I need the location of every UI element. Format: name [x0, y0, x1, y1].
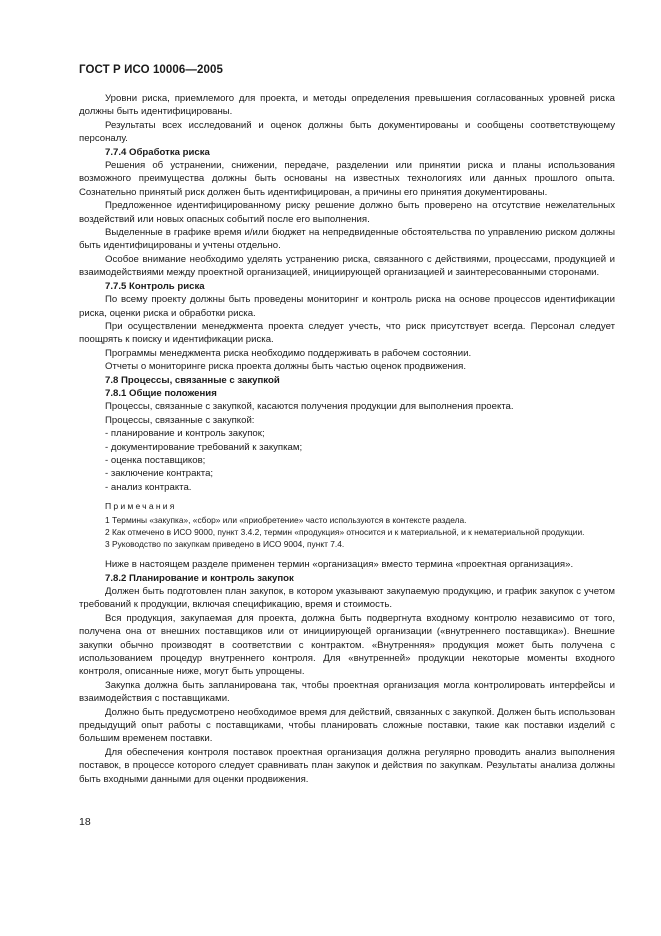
section-heading: 7.7.4 Обработка риска: [105, 146, 210, 158]
list-item: - анализ контракта.: [105, 481, 192, 493]
list-item: - планирование и контроль закупок;: [105, 428, 265, 440]
paragraph: Вся продукция, закупаемая для проекта, должна быть подвергнута входному контролю независимо от того, получена она от внешних поставщиков или от инициирующей организации («внутреннего поставщика»). Внешние закупки обычно производят в соответствии с контрактом. «Внутренняя» продукция может быть получена с использованием процедур внутреннего контроля. Для «внутренней» продукции некоторые моменты входного контроля, описанные ниже, могут быть упрощены.: [79, 612, 615, 678]
notes-title: Примечания: [105, 501, 177, 512]
paragraph: Результаты всех исследований и оценок должны быть документированы и сообщены соответствующему персоналу.: [79, 119, 615, 145]
paragraph: Программы менеджмента риска необходимо поддерживать в рабочем состоянии.: [105, 347, 472, 359]
document-header: ГОСТ Р ИСО 10006—2005: [79, 64, 224, 76]
section-heading: 7.8.1 Общие положения: [105, 387, 217, 399]
paragraph: По всему проекту должны быть проведены мониторинг и контроль риска на основе процессов идентификации риска, оценки риска и обработки риска.: [79, 294, 615, 319]
section-heading: 7.7.5 Контроль риска: [105, 280, 205, 292]
list-item: - документирование требований к закупкам;: [105, 441, 303, 453]
paragraph: Должно быть предусмотрено необходимое время для действий, связанных с закупкой. Должен быть использован предыдущий опыт работы с поставщиками, чтобы планировать сложные поставки, такие как поставки изделий с большим временем поставки.: [79, 706, 615, 745]
section-heading: 7.8.2 Планирование и контроль закупок: [105, 572, 294, 584]
paragraph: Решения об устранении, снижении, передаче, разделении или принятии риска и планы использования возможного преимущества должны быть основаны на известных технологиях или данных прошлого опыта. Сознательно принятый риск должен быть идентифицирован, а причины его принятия документированы.: [79, 160, 615, 198]
paragraph: Закупка должна быть запланирована так, чтобы проектная организация могла контролировать интерфейсы и взаимодействия с поставщиками.: [79, 679, 615, 705]
paragraph: Ниже в настоящем разделе применен термин «организация» вместо термина «проектная организация».: [105, 559, 574, 571]
list-item: - оценка поставщиков;: [105, 454, 206, 466]
note-item: 2 Как отмечено в ИСО 9000, пункт 3.4.2, термин «продукция» относится и к материальной, и к нематериальной продукции.: [105, 526, 585, 537]
page-number: 18: [79, 816, 91, 828]
paragraph: Особое внимание необходимо уделять устранению риска, связанного с действиями, процессами, продукцией и взаимодействиями между проектной организацией, инициирующей организацией и заинтересованными сторонами.: [79, 253, 615, 279]
section-heading: 7.8 Процессы, связанные с закупкой: [105, 374, 280, 386]
paragraph: Должен быть подготовлен план закупок, в котором указывают закупаемую продукцию, и график закупок с учетом требований к продукции, включая спецификацию, время и стоимость.: [79, 586, 615, 611]
document-body: [79, 92, 615, 786]
paragraph: При осуществлении менеджмента проекта следует учесть, что риск присутствует всегда. Персонал следует поощрять к поиску и идентификации риска.: [79, 320, 615, 346]
paragraph: Процессы, связанные с закупкой, касаются получения продукции для выполнения проекта.: [105, 401, 514, 413]
note-item: 1 Термины «закупка», «сбор» или «приобретение» часто используются в контексте раздела.: [105, 514, 467, 525]
note-item: 3 Руководство по закупкам приведено в ИСО 9004, пункт 7.4.: [105, 539, 345, 549]
paragraph: Отчеты о мониторинге риска проекта должны быть частью оценок продвижения.: [105, 361, 466, 373]
list-item: - заключение контракта;: [105, 468, 214, 480]
paragraph: Выделенные в графике время и/или бюджет на непредвиденные обстоятельства по управлению риском должны быть идентифицированы и учтены отдельно.: [79, 227, 615, 252]
paragraph: Уровни риска, приемлемого для проекта, и методы определения превышения согласованных уровней риска должны быть идентифицированы.: [79, 93, 615, 118]
list-item: Процессы, связанные с закупкой:: [105, 414, 255, 426]
paragraph: Для обеспечения контроля поставок проектная организация должна регулярно проводить анализ выполнения поставок, в процессе которого следует сравнивать план закупок и действия по закупкам. Результаты анализа должны быть входными данными для оценки продвижения.: [79, 746, 615, 785]
paragraph: Предложенное идентифицированному риску решение должно быть проверено на отсутствие нежелательных воздействий или новых опасных событий после его выполнения.: [79, 200, 615, 225]
